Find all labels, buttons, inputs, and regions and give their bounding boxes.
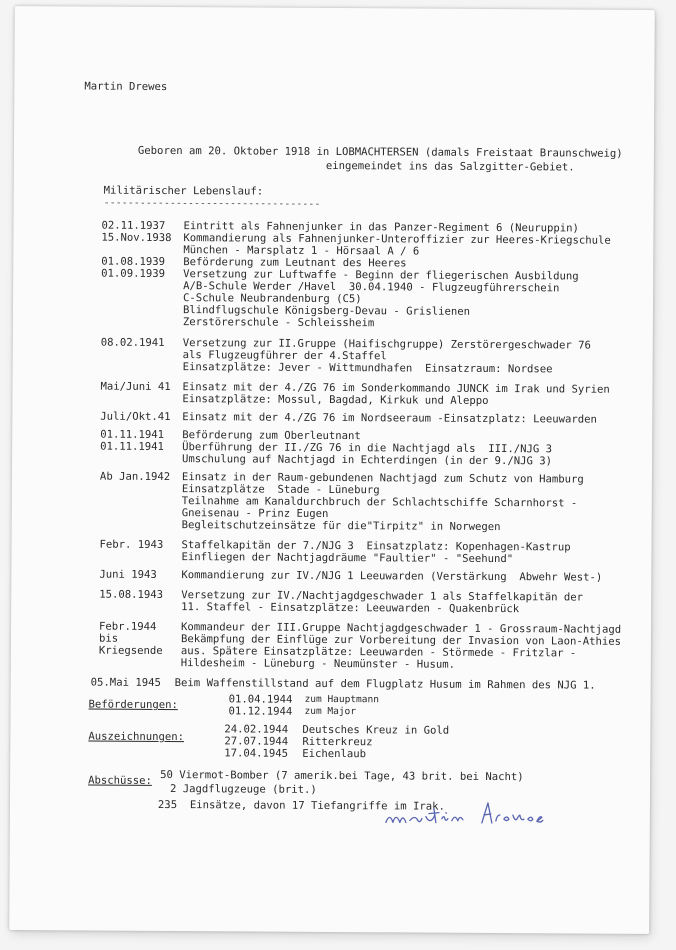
section-rule: ------------------------------------ [103,197,321,210]
promotions-label: Beförderungen: [88,698,178,712]
document-sheet [9,6,655,934]
entry-date: 08.02.1941 [100,336,165,349]
entry-date-3: Kriegsende [98,644,163,657]
entry-date: Febr.1944 [99,620,157,633]
entry-line: Einfliegen der Nachtjagdräume "Faultier" - "Seehund" [181,551,514,566]
entry-line: Gneisenau - Prinz Eugen [181,507,329,520]
kills-line-3: 235 Einsätze, davon 17 Tiefangriffe im Irak. [157,798,445,813]
promotion-date: 01.12.1944 [228,705,293,718]
entry-line: als Flugzeugführer der 4.Staffel [182,349,387,363]
entry-line: aus. Spätere Einsatzplätze: Leeuwarden - Störmede - Fritzlar - [180,645,577,660]
promotion-text: zum Major [304,705,357,718]
entry-date: Juni 1943 [99,568,157,581]
entry-line: C-Schule Neubrandenburg (C5) [183,292,362,306]
award-text: Deutsches Kreuz in Gold [302,723,450,737]
entry-date: 15.08.1943 [99,588,164,601]
entry-date: Febr. 1943 [99,538,164,551]
entry-date: Mai/Juni 41 [100,380,171,394]
entry-date: 05.Mai 1945 [90,676,161,689]
section-title: Militärischer Lebenslauf: [103,184,264,198]
birth-line-1: Geboren am 20. Oktober 1918 in LOBMACHTERSEN (damals Freistaat Braunschweig) [137,144,623,160]
entry-line: Beförderung zum Oberleutnant [182,429,361,443]
entry-date: 01.09.1939 [101,267,166,280]
entry-date: 01.11.1941 [100,428,165,441]
entry-line: Eintritt als Fahnenjunker in das Panzer-Regiment 6 (Neuruppin) [183,220,579,235]
entry-line: Überführung der II./ZG 76 in die Nachtjagd als III./NJG 3 [182,441,553,456]
entry-line: Einsatz mit der 4./ZG 76 im Sonderkommando JUNCK im Irak und Syrien [182,381,610,396]
entry-line: Zerstörerschule - Schleissheim [182,316,375,330]
signature-image [382,796,582,837]
entry-line: Einsatzplätze: Mossul, Bagdad, Kirkuk und Aleppo [182,393,489,407]
entry-line: Einsatz mit der 4./ZG 76 im Nordseeraum -Einsatzplatz: Leeuwarden [182,411,597,426]
entry-line: Versetzung zur IV./Nachtjagdgeschwader 1 als Staffelkapitän der [181,589,584,604]
entry-line: 11. Staffel - Einsatzplätze: Leeuwarden - Quakenbrück [181,601,520,616]
entry-line: Teilnahme am Kanaldurchbruch der Schlachtschiffe Scharnhorst - [181,495,578,510]
entry-date: 01.11.1941 [100,440,164,453]
entry-date: 02.11.1937 [101,219,166,232]
entry-line: Staffelkapitän der 7./NJG 3 Einsatzplatz: Kopenhagen-Kastrup [181,539,571,554]
entry-line: Bekämpfung der Einflüge zur Vorbereitung der Invasion von Laon-Athies [180,633,622,648]
kills-line-1: 50 Viermot-Bomber (7 amerik.bei Tage, 43 brit. bei Nacht) [160,768,524,784]
entry-line: Versetzung zur II.Gruppe (Haifischgruppe) Zerstörergeschwader 76 [182,337,592,352]
entry-line: Beförderung zum Leutnant des Heeres [183,256,407,270]
entry-line: Begleitschutzeinsätze für die"Tirpitz" in Norwegen [181,519,501,534]
award-date: 27.07.1944 [224,735,289,748]
entry-date: Juli/Okt.41 [100,410,171,424]
entry-line: Einsatzplätze: Jever - Wittmundhafen Einsatzraum: Nordsee [182,361,553,376]
entry-line: Einsatz in der Raum-gebundenen Nachtjagd zum Schutz von Hamburg [181,471,584,486]
entry-line: Kommandierung als Fahnenjunker-Unteroffizier zur Heeres-Kriegschule [183,232,611,247]
entry-date-2: bis [98,632,119,645]
promotion-date: 01.04.1944 [228,693,293,706]
author-name: Martin Drewes [84,80,168,93]
entry-line: Kommandeur der III.Gruppe Nachtjagdgeschwader 1 - Grossraum-Nachtjagd [181,621,622,636]
entry-line: Umschulung auf Nachtjagd in Echterdingen (in der 9./NJG 3) [182,453,553,468]
award-date: 24.02.1944 [224,723,289,736]
entry-line: A/B-Schule Werder /Havel 30.04.1940 - Flugzeugführerschein [183,280,560,295]
awards-label: Auszeichnungen: [88,730,185,744]
entry-line: München - Marsplatz 1 - Hörsaal A / 6 [183,244,420,258]
entry-line: Kommandierung zur IV./NJG 1 Leeuwarden (Verstärkung Abwehr West-) [181,569,603,584]
entry-date: 15.Nov.1938 [101,231,172,245]
award-text: Eichenlaub [302,747,367,761]
kills-line-2: 2 Jagdflugzeuge (brit.) [170,783,317,796]
award-date: 17.04.1945 [224,747,289,760]
entry-line: Versetzung zur Luftwaffe - Beginn der fliegerischen Ausbildung [183,268,579,283]
entry-date: Ab Jan.1942 [99,470,171,484]
entry-line: Hildesheim - Lüneburg - Neumünster - Husum. [180,657,456,671]
kills-label: Abschüsse: [88,774,152,787]
birth-line-2: eingemeindet ins das Salzgitter-Gebiet. [325,159,575,174]
promotion-text: zum Hauptmann [304,693,379,706]
entry-line: Einsatzplätze Stade - Lüneburg [181,483,380,497]
entry-line: Blindflugschule Königsberg-Devau - Grislienen [182,304,471,318]
entry-line: Beim Waffenstillstand auf dem Flugplatz Husum im Rahmen des NJG 1. [174,677,596,692]
entry-date: 01.08.1939 [101,255,166,268]
award-text: Ritterkreuz [302,735,373,749]
